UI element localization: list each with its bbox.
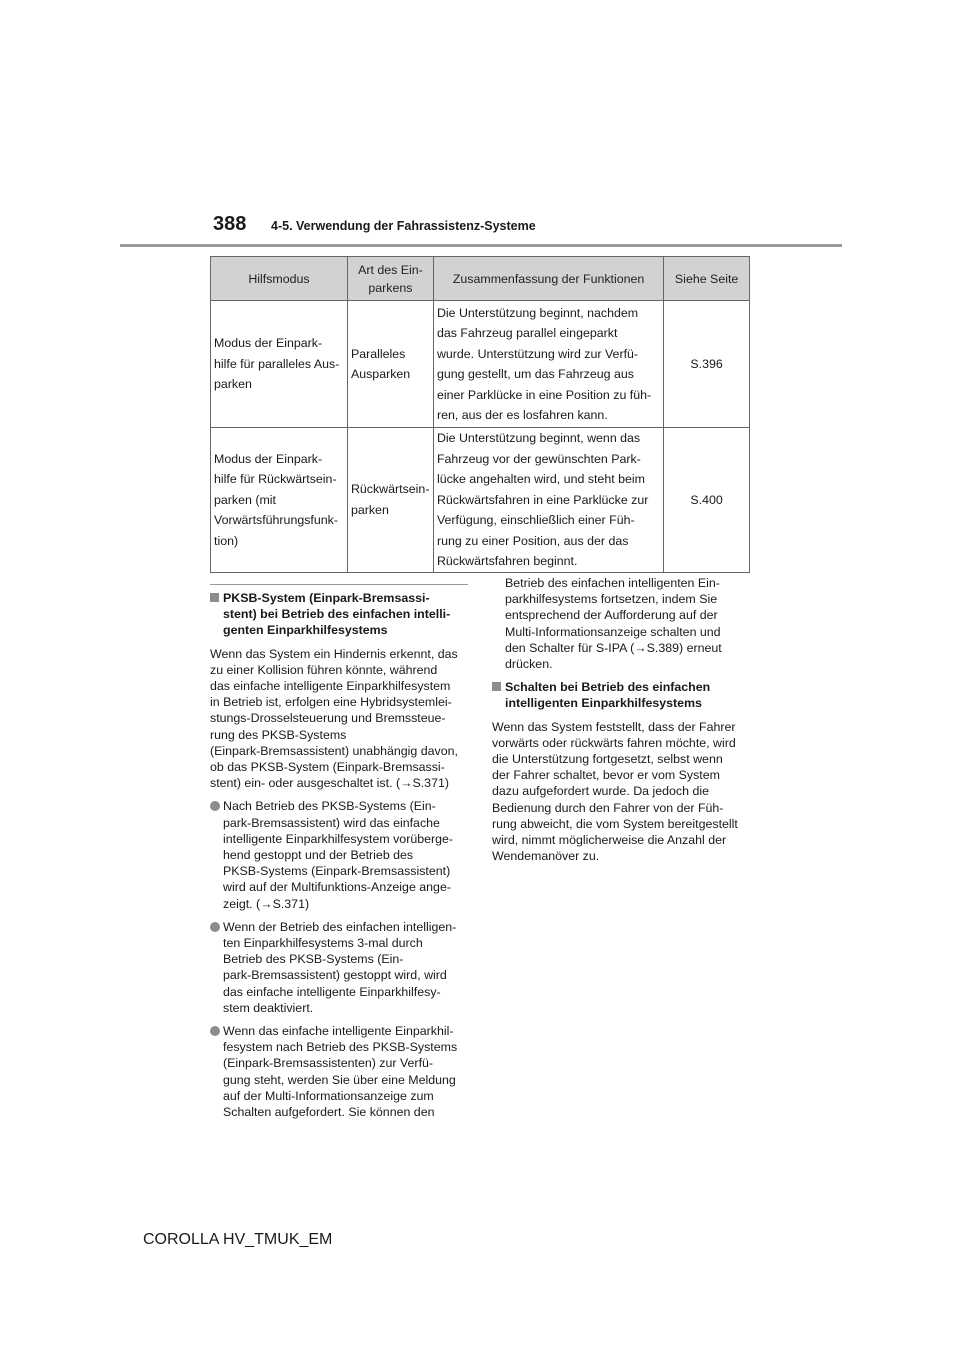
pksb-heading-text: PKSB-System (Einpark-Bremsassi- stent) bei Betrieb des einfachen intelli- genten Einparkhilfesystems [223, 591, 451, 638]
header-cell: Zusammenfassung der Funktionen [433, 257, 663, 301]
page-number: 388 [213, 213, 247, 235]
shifting-heading-text: Schalten bei Betrieb des einfachen intelligenten Einparkhilfesystems [505, 680, 711, 711]
type-cell: Rückwärtsein- parken [347, 428, 433, 573]
table-row [211, 301, 750, 428]
square-bullet-icon [210, 593, 219, 602]
header-cell: Siehe Seite [664, 257, 750, 301]
circle-bullet-icon [210, 1026, 220, 1036]
list-item [210, 798, 468, 911]
pksb-heading [210, 590, 468, 639]
square-bullet-icon [492, 682, 501, 691]
list-item-text: Nach Betrieb des PKSB-Systems (Ein- park-Bremsassistent) wird das einfache intelligente Einparkhilfesystem vorüberge- hend gestoppt und der Betrieb des PKSB-Systems (Einpark-Bremsassistent) wird auf der Multifunktions-Anzeige ange- zeigt. (→S.371) [223, 799, 454, 911]
list-item [210, 1023, 468, 1120]
right-column [492, 575, 750, 871]
footer-model-code: COROLLA HV_TMUK_EM [143, 1231, 333, 1248]
assist-modes-table [210, 256, 750, 573]
section-divider [210, 584, 468, 585]
circle-bullet-icon [210, 801, 220, 811]
summary-cell: Die Unterstützung beginnt, wenn das Fahrzeug vor der gewünschten Park- lücke angehalten wird, und steht beim Rückwärtsfahren in eine Parklücke zur Verfügung, einschließlich einer Füh- rung zu einer Position, aus der das Rückwärtsfahren beginnt. [433, 428, 663, 573]
summary-cell: Die Unterstützung beginnt, nachdem das Fahrzeug parallel eingeparkt wurde. Unterstützung wird zur Verfü- gung gestellt, um das Fahrzeug aus einer Parklücke in eine Position zu füh- ren, aus der es losfahren kann. [433, 301, 663, 428]
shifting-body: Wenn das System feststellt, dass der Fahrer vorwärts oder rückwärts fahren möchte, wird die Unterstützung fortgesetzt, selbst wenn der Fahrer schaltet, bevor er vom System dazu aufgefordert wurde. Da jedoch die Bedienung durch den Fahrer von der Füh- rung abweicht, die vom System bereitgestellt wird, nimmt möglicherweise die Anzahl der Wendemanöver zu. [492, 719, 738, 864]
list-item [210, 919, 468, 1016]
header-rule [120, 244, 842, 247]
shifting-heading [492, 679, 750, 711]
type-cell: Paralleles Ausparken [347, 301, 433, 428]
table-header-row [211, 257, 750, 301]
header-cell: Art des Ein- parkens [347, 257, 433, 301]
list-item-text: Wenn der Betrieb des einfachen intelligen- ten Einparkhilfesystems 3-mal durch Betrieb des PKSB-Systems (Ein- park-Bremsassistent) gestoppt wird, wird das einfache intelligente Einparkhilfesy- stem deaktiviert. [223, 919, 457, 1015]
continuation-text: Betrieb des einfachen intelligenten Ein- parkhilfesystems fortsetzen, indem Sie entsprechend der Aufforderung auf der Multi-Informationsanzeige schalten und den Schalter für S-IPA (→S.389) erneut drücken. [505, 576, 722, 672]
pksb-intro: Wenn das System ein Hindernis erkennt, das zu einer Kollision führen könnte, während das einfache intelligente Einparkhilfesystem in Betrieb ist, erfolgen eine Hybridsystemlei- stungs-Drosselsteuerung und Bremssteue- rung des PKSB-Systems (Einpark-Bremsassistent) unabhängig davon, ob das PKSB-System (Einpark-Bremsassi- stent) ein- oder ausgeschaltet ist. (→S.371) [210, 646, 458, 791]
page-ref-cell: S.400 [664, 428, 750, 573]
header-cell: Hilfsmodus [211, 257, 348, 301]
section-title: 4-5. Verwendung der Fahrassistenz-Systeme [271, 219, 536, 233]
table-row [211, 428, 750, 573]
circle-bullet-icon [210, 922, 220, 932]
left-column [210, 590, 468, 1127]
mode-cell: Modus der Einpark- hilfe für paralleles Aus- parken [211, 301, 348, 428]
mode-cell: Modus der Einpark- hilfe für Rückwärtsein- parken (mit Vorwärtsführungsfunk- tion) [211, 428, 348, 573]
page-ref-cell: S.396 [664, 301, 750, 428]
list-item-text: Wenn das einfache intelligente Einparkhil- fesystem nach Betrieb des PKSB-Systems (Einpark-Bremsassistenten) zur Verfü- gung steht, werden Sie über eine Meldung auf der Multi-Informationsanzeige zum Schalten aufgefordert. Sie können den [223, 1024, 458, 1120]
